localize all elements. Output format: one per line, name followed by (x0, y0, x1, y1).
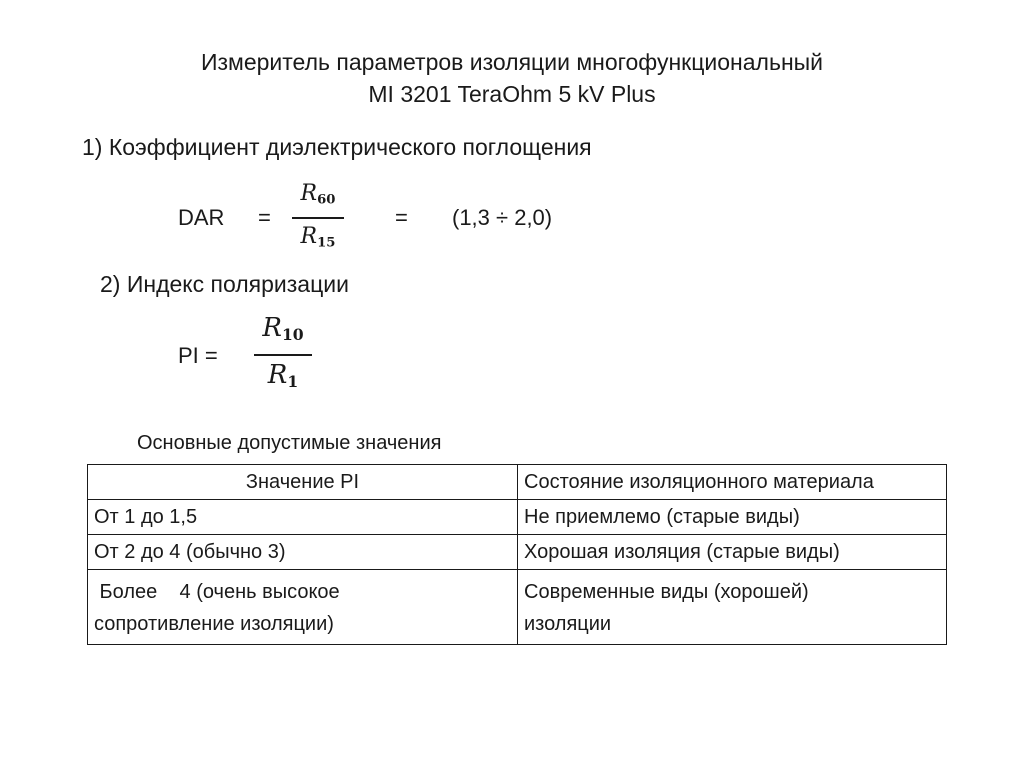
pi-value-cell (88, 570, 518, 645)
dar-fraction-bar (292, 217, 344, 219)
pi-value-cell: От 1 до 1,5 (88, 500, 518, 535)
insulation-state-cell: Хорошая изоляция (старые виды) (518, 535, 947, 570)
title-line-1: Измеритель параметров изоляции многофункциональный (200, 49, 824, 75)
pi-value-cell: От 2 до 4 (обычно 3) (88, 535, 518, 570)
pi-fraction (254, 312, 312, 398)
pi-heading: 2) Индекс поляризации (100, 271, 349, 297)
insulation-state-line-1: Современные виды (хорошей) (524, 581, 809, 603)
dar-fraction (292, 180, 344, 258)
dar-denominator: $R_{15}$ (300, 224, 336, 251)
insulation-state-cell: Не приемлемо (старые виды) (518, 500, 947, 535)
pi-value-line-1: Более 4 (очень высокое (94, 581, 340, 603)
pi-label: PI = (178, 343, 218, 368)
table-row (88, 535, 947, 570)
table-caption: Основные допустимые значения (137, 432, 442, 454)
pi-numerator: $R_{10}$ (262, 313, 304, 344)
pi-fraction-bar (254, 354, 312, 356)
dar-label: DAR (178, 205, 225, 230)
insulation-state-line-2: изоляции (524, 613, 612, 635)
header-pi-value: Значение PI (88, 465, 518, 500)
dar-heading: 1) Коэффициент диэлектрического поглощения (82, 134, 592, 160)
dar-numerator: $R_{60}$ (300, 181, 336, 208)
insulation-state-cell (518, 570, 947, 645)
dar-equals-sign: = (258, 205, 271, 230)
pi-values-table (87, 464, 947, 645)
title-line-2: MI 3201 TeraOhm 5 kV Plus (368, 81, 656, 107)
pi-denominator: $R_1$ (267, 359, 299, 391)
page-title (0, 46, 1024, 110)
dar-equals-sign-2: = (395, 205, 408, 230)
table-header-row (88, 465, 947, 500)
table-row (88, 500, 947, 535)
header-insulation-state: Состояние изоляционного материала (518, 465, 947, 500)
table-row (88, 570, 947, 645)
pi-value-line-2: сопротивление изоляции) (94, 613, 334, 635)
dar-range: (1,3 ÷ 2,0) (452, 205, 553, 230)
